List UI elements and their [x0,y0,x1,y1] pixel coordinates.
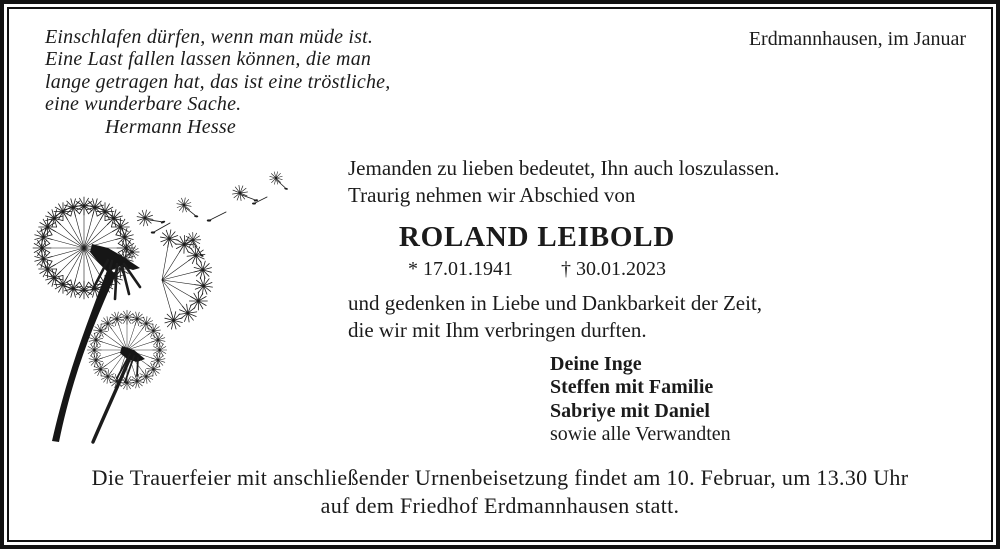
funeral-line: Die Trauerfeier mit anschließender Urnenbeisetzung findet am 10. Februar, um 13.30 Uhr [91,465,909,490]
quote-line: Einschlafen dürfen, wenn man müde ist. [45,26,374,48]
birth-date: * 17.01.1941 [408,258,513,280]
deceased-name: ROLAND LEIBOLD [398,221,676,253]
quote-line: eine wunderbare Sache. [45,93,242,116]
funeral-info [0,464,1000,519]
quote-line: lange getragen hat, das ist eine tröstliche, [45,70,391,93]
memorial-line: die wir mit Ihm verbringen durften. [348,318,647,342]
deceased-block [332,221,742,281]
death-date: † 30.01.2023 [561,258,666,280]
mourner-line: Steffen mit Familie [550,376,714,399]
intro-line: Jemanden zu lieben bedeutet, Ihn auch loszulassen. [348,156,780,180]
mourner-line: Sabriye mit Daniel [550,399,710,422]
mourner-line: sowie alle Verwandten [550,422,731,445]
mourner-line: Deine Inge [550,353,642,375]
life-dates [332,258,742,281]
quote-block [45,26,390,138]
intro-line: Traurig nehmen wir Abschied von [348,183,636,207]
quote-attribution: Hermann Hesse [105,115,236,138]
funeral-line: auf dem Friedhof Erdmannhausen statt. [320,492,680,518]
quote-line: Eine Last fallen lassen können, die man [45,48,372,71]
intro-text [348,155,780,209]
dandelion-illustration [12,156,312,456]
mourners-list [550,353,731,446]
memorial-text [348,290,762,344]
dateline: Erdmannhausen, im Januar [748,28,966,50]
memorial-line: und gedenken in Liebe und Dankbarkeit der Zeit, [348,291,763,315]
